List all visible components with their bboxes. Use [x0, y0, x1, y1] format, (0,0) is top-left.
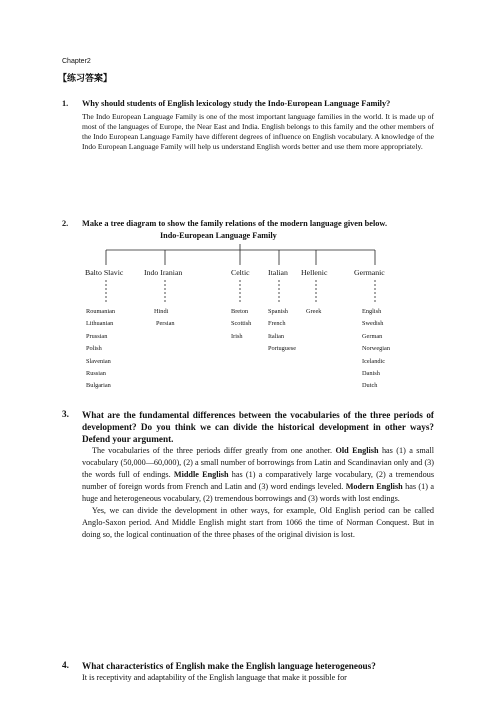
question-text: What characteristics of English make the English language heterogeneous? [82, 661, 376, 671]
language-item: Norwegian [362, 345, 390, 353]
language-item: Persian [156, 320, 175, 328]
question-4 [62, 660, 434, 684]
question-number: 1. [62, 99, 69, 108]
branch-germanic: Germanic [354, 268, 385, 277]
language-list-italian [268, 306, 296, 356]
language-item: Roumanian [86, 308, 116, 315]
answer-paragraph-2: Yes, we can divide the development in other ways, for example, Old English period can be called Anglo-Saxon period. And Middle English might start from 1066 the time of Norman Conquest. But in doing so, the logical continuation of the three phases of the original division is lost. [82, 506, 434, 539]
question-text: Make a tree diagram to show the family relations of the modern language given below. [82, 219, 388, 228]
language-item: Lithuanian [86, 320, 114, 328]
term-modern-english: Modern English [345, 482, 403, 491]
language-item: Icelandic [362, 357, 386, 365]
language-item: Breton [231, 308, 249, 315]
language-item: Irish [231, 332, 243, 340]
language-item: Greek [306, 308, 322, 315]
question-text: What are the fundamental differences between the vocabularies of the three periods of development? Do you think we can divide the historical development in other ways? Defend your argument. [82, 410, 434, 444]
question-1 [62, 99, 434, 152]
tree-title: Indo-European Language Family [160, 231, 277, 240]
answer-paragraph-1 [82, 445, 434, 505]
term-old-english: Old English [335, 446, 379, 455]
branch-celtic: Celtic [231, 268, 250, 277]
language-item: Portuguese [268, 345, 296, 353]
term-middle-english: Middle English [173, 470, 229, 479]
answer-text: has (1) a comparatively large vocabulary, (2) a tremendous number of foreign words from French and Latin and (3) word endings leveled. [82, 470, 434, 491]
language-item: Swedish [362, 320, 384, 328]
answer-text: has (1) a huge and heterogeneous vocabulary, (2) tremendous borrowings and (3) words with lost endings. [82, 482, 434, 503]
language-list-indo-iranian [154, 306, 175, 331]
language-item: German [362, 332, 383, 340]
branch-hellenic: Hellenic [301, 268, 328, 277]
branch-italian: Italian [268, 268, 288, 277]
language-item: Hindi [154, 308, 169, 315]
branch-indo-iranian: Indo Iranian [144, 268, 183, 277]
answer-text: The vocabularies of the three periods differ greatly from one another. [92, 446, 336, 455]
answer-text: The Indo European Language Family is one of the most important language families in the world. It is made up of most of the languages of Europe, the Near East and India. English belongs to this family and the other members of the Indo European Language Family have different degrees of influence on English vocabulary. A knowledge of the Indo European Language Family will help us understand English words better and use them more appropriately. [82, 111, 434, 152]
language-item: Slavenian [86, 357, 111, 365]
question-text: Why should students of English lexicology study the Indo-European Language Family? [82, 99, 391, 108]
language-item: Polish [86, 345, 102, 353]
question-number: 4. [62, 660, 69, 670]
language-list-celtic [231, 306, 251, 343]
language-list-balto-slavic [86, 306, 115, 393]
section-heading: 【练习答案】 [58, 74, 113, 84]
language-item: Italian [268, 332, 285, 340]
chapter-label: Chapter2 [62, 58, 91, 65]
language-item: French [268, 320, 286, 328]
question-number: 3. [62, 409, 69, 419]
language-item: Prussian [86, 332, 108, 340]
language-list-germanic [362, 306, 390, 393]
language-item: Bulgarian [86, 382, 111, 390]
language-item: Scottish [231, 320, 252, 328]
question-2 [62, 219, 434, 230]
answer-text: It is receptivity and adaptability of the English language that make it possible for [82, 673, 347, 682]
language-item: Spanish [268, 308, 288, 315]
language-item: Russian [86, 370, 106, 378]
answer-text: has (1) a small vocabulary (50,000—60,000), (2) a small number of borrowings from Latin and Scandinavian only and (3) the words full of endings. [82, 446, 434, 479]
language-item: English [362, 308, 382, 315]
language-item: Dutch [362, 382, 378, 390]
question-number: 2. [62, 219, 69, 228]
language-list-hellenic [306, 306, 321, 318]
branch-balto-slavic: Balto Slavic [85, 268, 124, 277]
question-3 [62, 409, 434, 541]
language-item: Danish [362, 370, 380, 378]
